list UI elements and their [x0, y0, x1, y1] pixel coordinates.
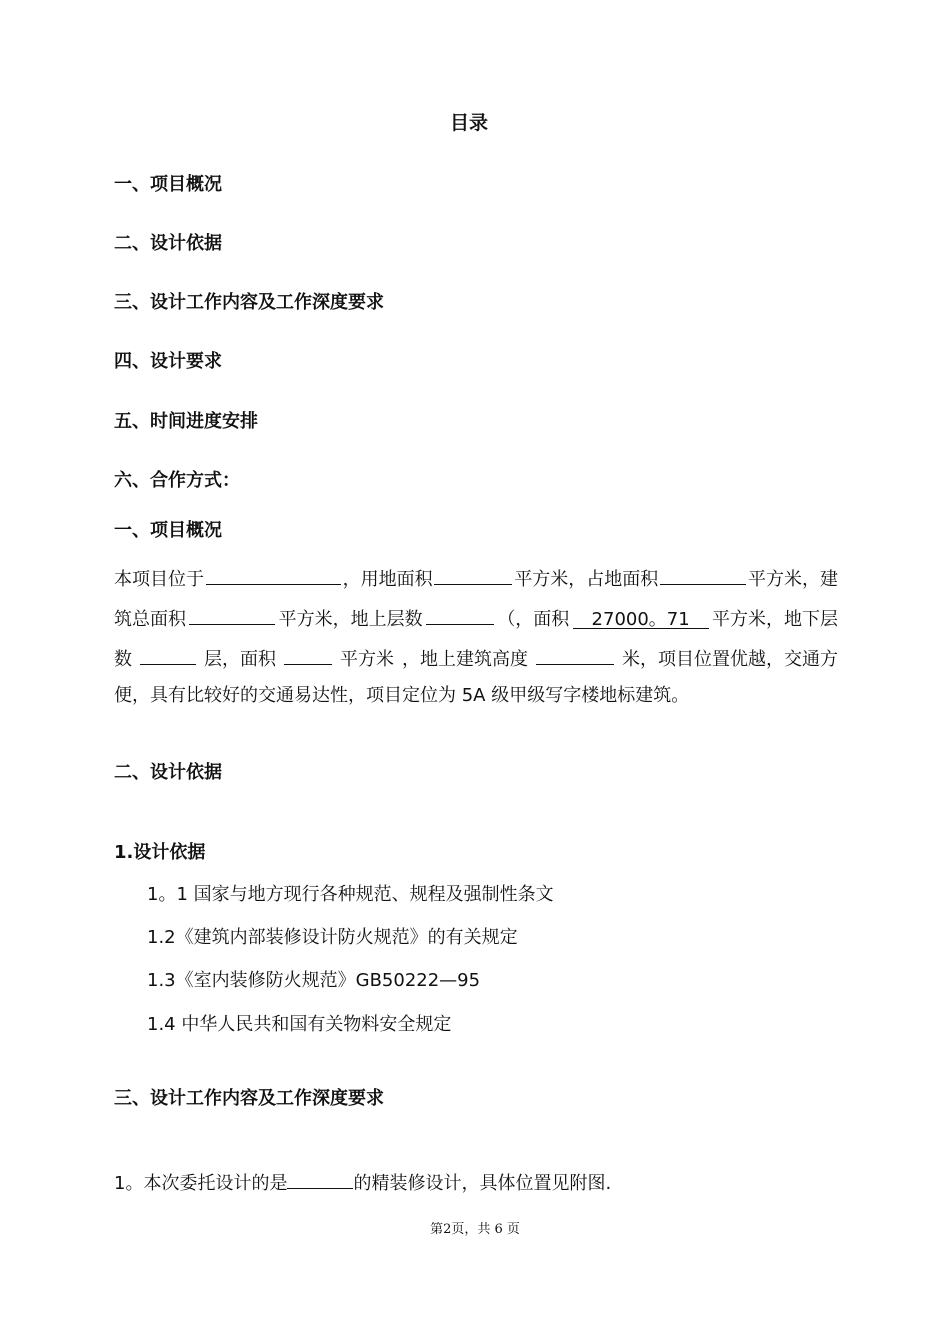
section2-subheading: 1.设计依据	[114, 842, 206, 863]
toc-item-2: 二、设计依据	[114, 233, 222, 254]
text: 平方米	[340, 649, 394, 670]
text: 层，面积	[204, 649, 276, 670]
footprint-area-blank	[660, 560, 746, 585]
height-blank	[536, 640, 614, 665]
text: 筑总面积	[114, 609, 186, 630]
text: 数	[114, 649, 132, 670]
text: 米，项目位置优越，交通方	[622, 649, 838, 670]
section3-heading: 三、设计工作内容及工作深度要求	[114, 1088, 384, 1109]
text: ，用地面积	[342, 569, 433, 590]
section1-paragraph-line-1	[114, 560, 838, 600]
section2-heading: 二、设计依据	[114, 762, 222, 783]
total-area-blank	[189, 600, 275, 625]
section1-paragraph-line-4: 便，具有比较好的交通易达性，项目定位为 5A 级甲级写字楼地标建筑。	[114, 685, 690, 706]
location-blank	[206, 560, 341, 585]
text: 平方米，地上层数	[278, 609, 423, 630]
text: （，面积	[497, 609, 570, 630]
floors-above-blank	[426, 600, 494, 625]
text: 平方米，地下层	[711, 609, 838, 630]
text: 的精装修设计，具体位置见附图.	[353, 1173, 612, 1194]
above-area-value: 27000。71	[573, 604, 709, 629]
section3-line-1	[114, 1164, 611, 1195]
basis-item-1: 1。1 国家与地方现行各种规范、规程及强制性条文	[147, 884, 554, 905]
toc-item-5: 五、时间进度安排	[114, 411, 258, 432]
text: 平方米，建	[747, 569, 838, 590]
section1-paragraph-line-2	[114, 600, 838, 640]
toc-title: 目录	[449, 112, 488, 134]
toc-item-4: 四、设计要求	[114, 351, 222, 372]
toc-item-1: 一、项目概况	[114, 174, 222, 195]
basis-item-2: 1.2《建筑内部装修设计防火规范》的有关规定	[147, 927, 518, 948]
section1-heading: 一、项目概况	[114, 520, 222, 541]
text: ，地上建筑高度	[402, 649, 528, 670]
basis-item-4: 1.4 中华人民共和国有关物料安全规定	[147, 1014, 452, 1035]
section1-paragraph-line-3	[114, 640, 838, 680]
text: 平方米，占地面积	[514, 569, 659, 590]
page-footer: 第2页，共 6 页	[430, 1222, 520, 1237]
design-scope-blank	[287, 1164, 353, 1189]
floors-below-blank	[140, 640, 196, 665]
text: 本项目位于	[114, 569, 204, 590]
text: 1。本次委托设计的是	[114, 1173, 288, 1194]
toc-item-3: 三、设计工作内容及工作深度要求	[114, 292, 384, 313]
basis-item-3: 1.3《室内装修防火规范》GB50222—95	[147, 970, 481, 991]
below-area-blank	[284, 640, 332, 665]
toc-item-6: 六、合作方式：	[114, 470, 240, 491]
land-area-blank	[434, 560, 512, 585]
